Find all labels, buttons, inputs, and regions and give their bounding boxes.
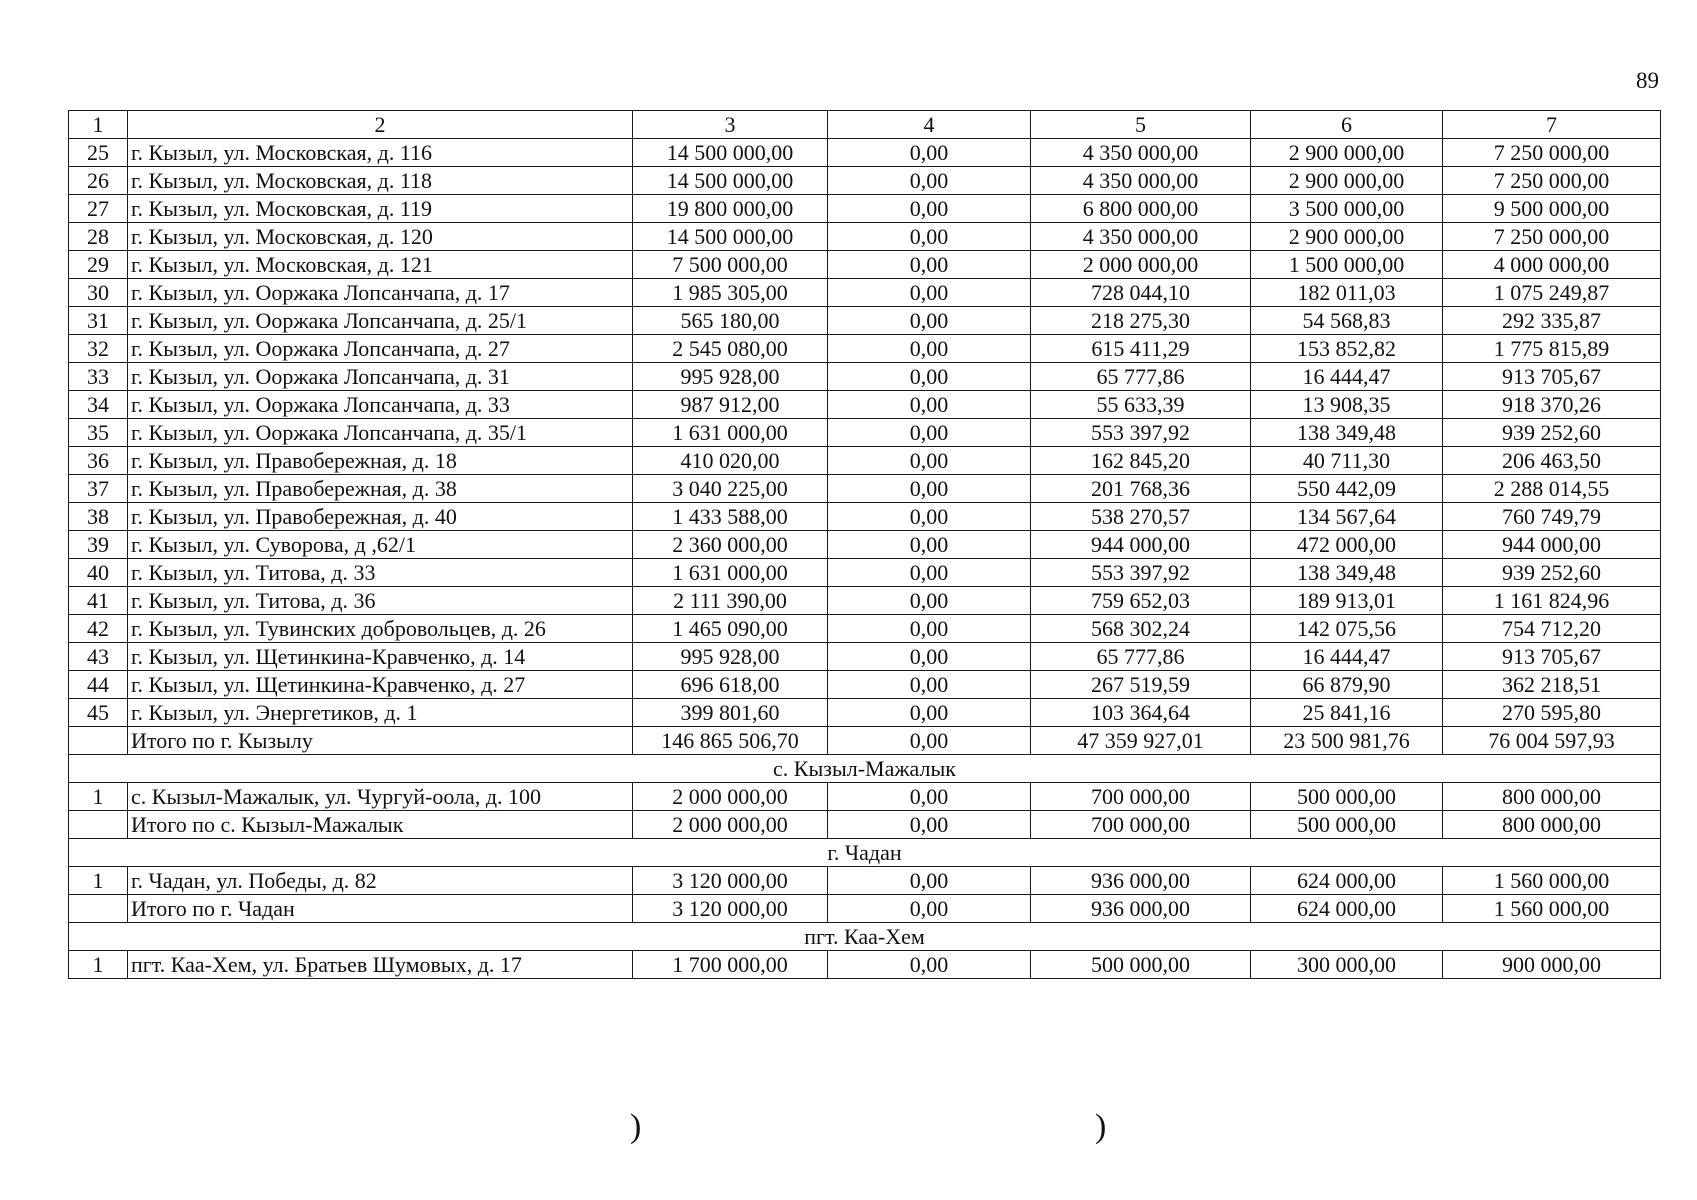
col3-value: 1 985 305,00 (633, 279, 828, 307)
col4-value: 0,00 (828, 699, 1031, 727)
page-number: 89 (1636, 68, 1659, 93)
col3-value: 2 000 000,00 (633, 811, 828, 839)
table-row (69, 475, 1661, 503)
row-number: 34 (69, 391, 128, 419)
col3-value: 995 928,00 (633, 363, 828, 391)
col5-value: 553 397,92 (1031, 419, 1251, 447)
col4-value: 0,00 (828, 391, 1031, 419)
col5-value: 267 519,59 (1031, 671, 1251, 699)
col4-value: 0,00 (828, 503, 1031, 531)
total-row (69, 727, 1661, 755)
header-cell: 1 (69, 111, 128, 139)
col3-value: 1 631 000,00 (633, 559, 828, 587)
header-cell: 6 (1251, 111, 1443, 139)
header-cell: 5 (1031, 111, 1251, 139)
col7-value: 939 252,60 (1443, 559, 1661, 587)
col4-value: 0,00 (828, 559, 1031, 587)
header-cell: 4 (828, 111, 1031, 139)
col7-value: 1 161 824,96 (1443, 587, 1661, 615)
table-row (69, 671, 1661, 699)
address-cell: г. Кызыл, ул. Ооржака Лопсанчапа, д. 17 (128, 279, 633, 307)
address-cell: г. Кызыл, ул. Московская, д. 121 (128, 251, 633, 279)
header-cell: 2 (128, 111, 633, 139)
financing-table (68, 110, 1661, 979)
col4-value: 0,00 (828, 531, 1031, 559)
col5-value: 2 000 000,00 (1031, 251, 1251, 279)
col4-value: 0,00 (828, 251, 1031, 279)
col5-value: 615 411,29 (1031, 335, 1251, 363)
address-cell: г. Кызыл, ул. Правобережная, д. 40 (128, 503, 633, 531)
col5-value: 4 350 000,00 (1031, 223, 1251, 251)
col3-value: 1 465 090,00 (633, 615, 828, 643)
col5-value: 4 350 000,00 (1031, 167, 1251, 195)
col5-value: 936 000,00 (1031, 867, 1251, 895)
row-number: 29 (69, 251, 128, 279)
col5-value: 162 845,20 (1031, 447, 1251, 475)
row-number: 37 (69, 475, 128, 503)
col7-value: 1 075 249,87 (1443, 279, 1661, 307)
address-cell: г. Кызыл, ул. Ооржака Лопсанчапа, д. 35/1 (128, 419, 633, 447)
row-number: 42 (69, 615, 128, 643)
address-cell: г. Кызыл, ул. Московская, д. 116 (128, 139, 633, 167)
col7-value: 7 250 000,00 (1443, 167, 1661, 195)
table-row (69, 699, 1661, 727)
col6-value: 500 000,00 (1251, 783, 1443, 811)
col4-value: 0,00 (828, 895, 1031, 923)
total-row (69, 811, 1661, 839)
col3-value: 1 631 000,00 (633, 419, 828, 447)
address-cell: г. Кызыл, ул. Московская, д. 120 (128, 223, 633, 251)
row-number: 43 (69, 643, 128, 671)
col5-value: 944 000,00 (1031, 531, 1251, 559)
row-number: 41 (69, 587, 128, 615)
table-row (69, 615, 1661, 643)
row-number: 39 (69, 531, 128, 559)
address-cell: г. Кызыл, ул. Правобережная, д. 38 (128, 475, 633, 503)
table-row (69, 783, 1661, 811)
col5-value: 700 000,00 (1031, 811, 1251, 839)
address-cell: г. Чадан, ул. Победы, д. 82 (128, 867, 633, 895)
col5-value: 700 000,00 (1031, 783, 1251, 811)
col4-value: 0,00 (828, 783, 1031, 811)
table-row (69, 167, 1661, 195)
row-number: 45 (69, 699, 128, 727)
col7-value: 900 000,00 (1443, 951, 1661, 979)
col7-value: 2 288 014,55 (1443, 475, 1661, 503)
col4-value: 0,00 (828, 223, 1031, 251)
row-number: 44 (69, 671, 128, 699)
col7-value: 800 000,00 (1443, 811, 1661, 839)
col5-value: 103 364,64 (1031, 699, 1251, 727)
address-cell: г. Кызыл, ул. Суворова, д ,62/1 (128, 531, 633, 559)
col6-value: 2 900 000,00 (1251, 139, 1443, 167)
col3-value: 19 800 000,00 (633, 195, 828, 223)
table-row (69, 559, 1661, 587)
col6-value: 25 841,16 (1251, 699, 1443, 727)
col5-value: 218 275,30 (1031, 307, 1251, 335)
row-number: 31 (69, 307, 128, 335)
col4-value: 0,00 (828, 587, 1031, 615)
footer-mark: ) (1095, 1108, 1107, 1145)
col7-value: 944 000,00 (1443, 531, 1661, 559)
address-cell: Итого по с. Кызыл-Мажалык (128, 811, 633, 839)
table-row (69, 643, 1661, 671)
table-row (69, 531, 1661, 559)
table-row (69, 251, 1661, 279)
col3-value: 7 500 000,00 (633, 251, 828, 279)
row-number: 1 (69, 867, 128, 895)
col4-value: 0,00 (828, 279, 1031, 307)
col7-value: 800 000,00 (1443, 783, 1661, 811)
col6-value: 23 500 981,76 (1251, 727, 1443, 755)
col3-value: 995 928,00 (633, 643, 828, 671)
col7-value: 913 705,67 (1443, 643, 1661, 671)
table-row (69, 391, 1661, 419)
address-cell: г. Кызыл, ул. Ооржака Лопсанчапа, д. 25/1 (128, 307, 633, 335)
address-cell: г. Кызыл, ул. Щетинкина-Кравченко, д. 27 (128, 671, 633, 699)
col5-value: 4 350 000,00 (1031, 139, 1251, 167)
col5-value: 65 777,86 (1031, 643, 1251, 671)
col5-value: 47 359 927,01 (1031, 727, 1251, 755)
col6-value: 624 000,00 (1251, 867, 1443, 895)
col5-value: 728 044,10 (1031, 279, 1251, 307)
section-row (69, 755, 1661, 783)
row-number: 26 (69, 167, 128, 195)
col7-value: 754 712,20 (1443, 615, 1661, 643)
section-title: пгт. Каа-Хем (69, 923, 1661, 951)
col7-value: 939 252,60 (1443, 419, 1661, 447)
header-cell: 7 (1443, 111, 1661, 139)
col7-value: 7 250 000,00 (1443, 223, 1661, 251)
col5-value: 55 633,39 (1031, 391, 1251, 419)
col3-value: 3 040 225,00 (633, 475, 828, 503)
col6-value: 550 442,09 (1251, 475, 1443, 503)
col3-value: 987 912,00 (633, 391, 828, 419)
col7-value: 1 560 000,00 (1443, 895, 1661, 923)
section-title: г. Чадан (69, 839, 1661, 867)
table-row (69, 279, 1661, 307)
col6-value: 66 879,90 (1251, 671, 1443, 699)
col6-value: 2 900 000,00 (1251, 223, 1443, 251)
row-number: 38 (69, 503, 128, 531)
col3-value: 14 500 000,00 (633, 139, 828, 167)
col6-value: 189 913,01 (1251, 587, 1443, 615)
address-cell: г. Кызыл, ул. Ооржака Лопсанчапа, д. 27 (128, 335, 633, 363)
col3-value: 2 111 390,00 (633, 587, 828, 615)
col6-value: 40 711,30 (1251, 447, 1443, 475)
col3-value: 2 000 000,00 (633, 783, 828, 811)
col4-value: 0,00 (828, 363, 1031, 391)
col7-value: 270 595,80 (1443, 699, 1661, 727)
col5-value: 759 652,03 (1031, 587, 1251, 615)
table-row (69, 503, 1661, 531)
col5-value: 568 302,24 (1031, 615, 1251, 643)
col6-value: 1 500 000,00 (1251, 251, 1443, 279)
col4-value: 0,00 (828, 195, 1031, 223)
col6-value: 624 000,00 (1251, 895, 1443, 923)
col4-value: 0,00 (828, 419, 1031, 447)
col6-value: 138 349,48 (1251, 419, 1443, 447)
col6-value: 300 000,00 (1251, 951, 1443, 979)
col5-value: 553 397,92 (1031, 559, 1251, 587)
header-row (69, 111, 1661, 139)
col6-value: 13 908,35 (1251, 391, 1443, 419)
col7-value: 4 000 000,00 (1443, 251, 1661, 279)
address-cell: г. Кызыл, ул. Ооржака Лопсанчапа, д. 31 (128, 363, 633, 391)
col3-value: 3 120 000,00 (633, 867, 828, 895)
row-number: 33 (69, 363, 128, 391)
table-row (69, 587, 1661, 615)
address-cell: г. Кызыл, ул. Правобережная, д. 18 (128, 447, 633, 475)
section-row (69, 839, 1661, 867)
col4-value: 0,00 (828, 951, 1031, 979)
address-cell: г. Кызыл, ул. Ооржака Лопсанчапа, д. 33 (128, 391, 633, 419)
col4-value: 0,00 (828, 475, 1031, 503)
col7-value: 1 560 000,00 (1443, 867, 1661, 895)
table-row (69, 335, 1661, 363)
address-cell: г. Кызыл, ул. Московская, д. 118 (128, 167, 633, 195)
address-cell: Итого по г. Кызылу (128, 727, 633, 755)
row-number (69, 895, 128, 923)
address-cell: пгт. Каа-Хем, ул. Братьев Шумовых, д. 17 (128, 951, 633, 979)
row-number: 28 (69, 223, 128, 251)
col3-value: 696 618,00 (633, 671, 828, 699)
col5-value: 936 000,00 (1031, 895, 1251, 923)
col3-value: 1 700 000,00 (633, 951, 828, 979)
row-number (69, 811, 128, 839)
col6-value: 472 000,00 (1251, 531, 1443, 559)
table-row (69, 139, 1661, 167)
row-number: 32 (69, 335, 128, 363)
col6-value: 142 075,56 (1251, 615, 1443, 643)
col7-value: 913 705,67 (1443, 363, 1661, 391)
col3-value: 2 360 000,00 (633, 531, 828, 559)
col7-value: 1 775 815,89 (1443, 335, 1661, 363)
col4-value: 0,00 (828, 307, 1031, 335)
col6-value: 153 852,82 (1251, 335, 1443, 363)
col3-value: 14 500 000,00 (633, 167, 828, 195)
col7-value: 918 370,26 (1443, 391, 1661, 419)
col4-value: 0,00 (828, 671, 1031, 699)
table-row (69, 307, 1661, 335)
row-number: 40 (69, 559, 128, 587)
table-row (69, 195, 1661, 223)
col4-value: 0,00 (828, 615, 1031, 643)
col7-value: 292 335,87 (1443, 307, 1661, 335)
header-cell: 3 (633, 111, 828, 139)
address-cell: г. Кызыл, ул. Московская, д. 119 (128, 195, 633, 223)
col7-value: 9 500 000,00 (1443, 195, 1661, 223)
table-row (69, 867, 1661, 895)
col4-value: 0,00 (828, 167, 1031, 195)
col5-value: 6 800 000,00 (1031, 195, 1251, 223)
row-number: 27 (69, 195, 128, 223)
row-number: 1 (69, 951, 128, 979)
address-cell: г. Кызыл, ул. Энергетиков, д. 1 (128, 699, 633, 727)
table-row (69, 363, 1661, 391)
address-cell: Итого по г. Чадан (128, 895, 633, 923)
section-title: с. Кызыл-Мажалык (69, 755, 1661, 783)
table-row (69, 223, 1661, 251)
col4-value: 0,00 (828, 727, 1031, 755)
address-cell: г. Кызыл, ул. Тувинских добровольцев, д. 26 (128, 615, 633, 643)
col7-value: 362 218,51 (1443, 671, 1661, 699)
table-body (69, 111, 1661, 979)
col3-value: 3 120 000,00 (633, 895, 828, 923)
col7-value: 760 749,79 (1443, 503, 1661, 531)
row-number: 35 (69, 419, 128, 447)
col4-value: 0,00 (828, 447, 1031, 475)
col6-value: 3 500 000,00 (1251, 195, 1443, 223)
col6-value: 134 567,64 (1251, 503, 1443, 531)
row-number: 30 (69, 279, 128, 307)
address-cell: с. Кызыл-Мажалык, ул. Чургуй-оола, д. 100 (128, 783, 633, 811)
col6-value: 182 011,03 (1251, 279, 1443, 307)
col5-value: 65 777,86 (1031, 363, 1251, 391)
address-cell: г. Кызыл, ул. Титова, д. 33 (128, 559, 633, 587)
col6-value: 138 349,48 (1251, 559, 1443, 587)
col6-value: 2 900 000,00 (1251, 167, 1443, 195)
row-number (69, 727, 128, 755)
col5-value: 201 768,36 (1031, 475, 1251, 503)
col7-value: 7 250 000,00 (1443, 139, 1661, 167)
total-row (69, 895, 1661, 923)
col3-value: 565 180,00 (633, 307, 828, 335)
col6-value: 16 444,47 (1251, 363, 1443, 391)
row-number: 25 (69, 139, 128, 167)
row-number: 36 (69, 447, 128, 475)
col4-value: 0,00 (828, 335, 1031, 363)
footer-mark: ) (630, 1108, 642, 1145)
row-number: 1 (69, 783, 128, 811)
address-cell: г. Кызыл, ул. Титова, д. 36 (128, 587, 633, 615)
col6-value: 16 444,47 (1251, 643, 1443, 671)
col3-value: 1 433 588,00 (633, 503, 828, 531)
col3-value: 399 801,60 (633, 699, 828, 727)
col4-value: 0,00 (828, 643, 1031, 671)
col4-value: 0,00 (828, 139, 1031, 167)
col4-value: 0,00 (828, 811, 1031, 839)
col7-value: 76 004 597,93 (1443, 727, 1661, 755)
col6-value: 500 000,00 (1251, 811, 1443, 839)
section-row (69, 923, 1661, 951)
col6-value: 54 568,83 (1251, 307, 1443, 335)
col3-value: 146 865 506,70 (633, 727, 828, 755)
col5-value: 500 000,00 (1031, 951, 1251, 979)
col5-value: 538 270,57 (1031, 503, 1251, 531)
table-row (69, 419, 1661, 447)
col3-value: 2 545 080,00 (633, 335, 828, 363)
col3-value: 410 020,00 (633, 447, 828, 475)
col7-value: 206 463,50 (1443, 447, 1661, 475)
table-row (69, 951, 1661, 979)
address-cell: г. Кызыл, ул. Щетинкина-Кравченко, д. 14 (128, 643, 633, 671)
col3-value: 14 500 000,00 (633, 223, 828, 251)
col4-value: 0,00 (828, 867, 1031, 895)
table-row (69, 447, 1661, 475)
